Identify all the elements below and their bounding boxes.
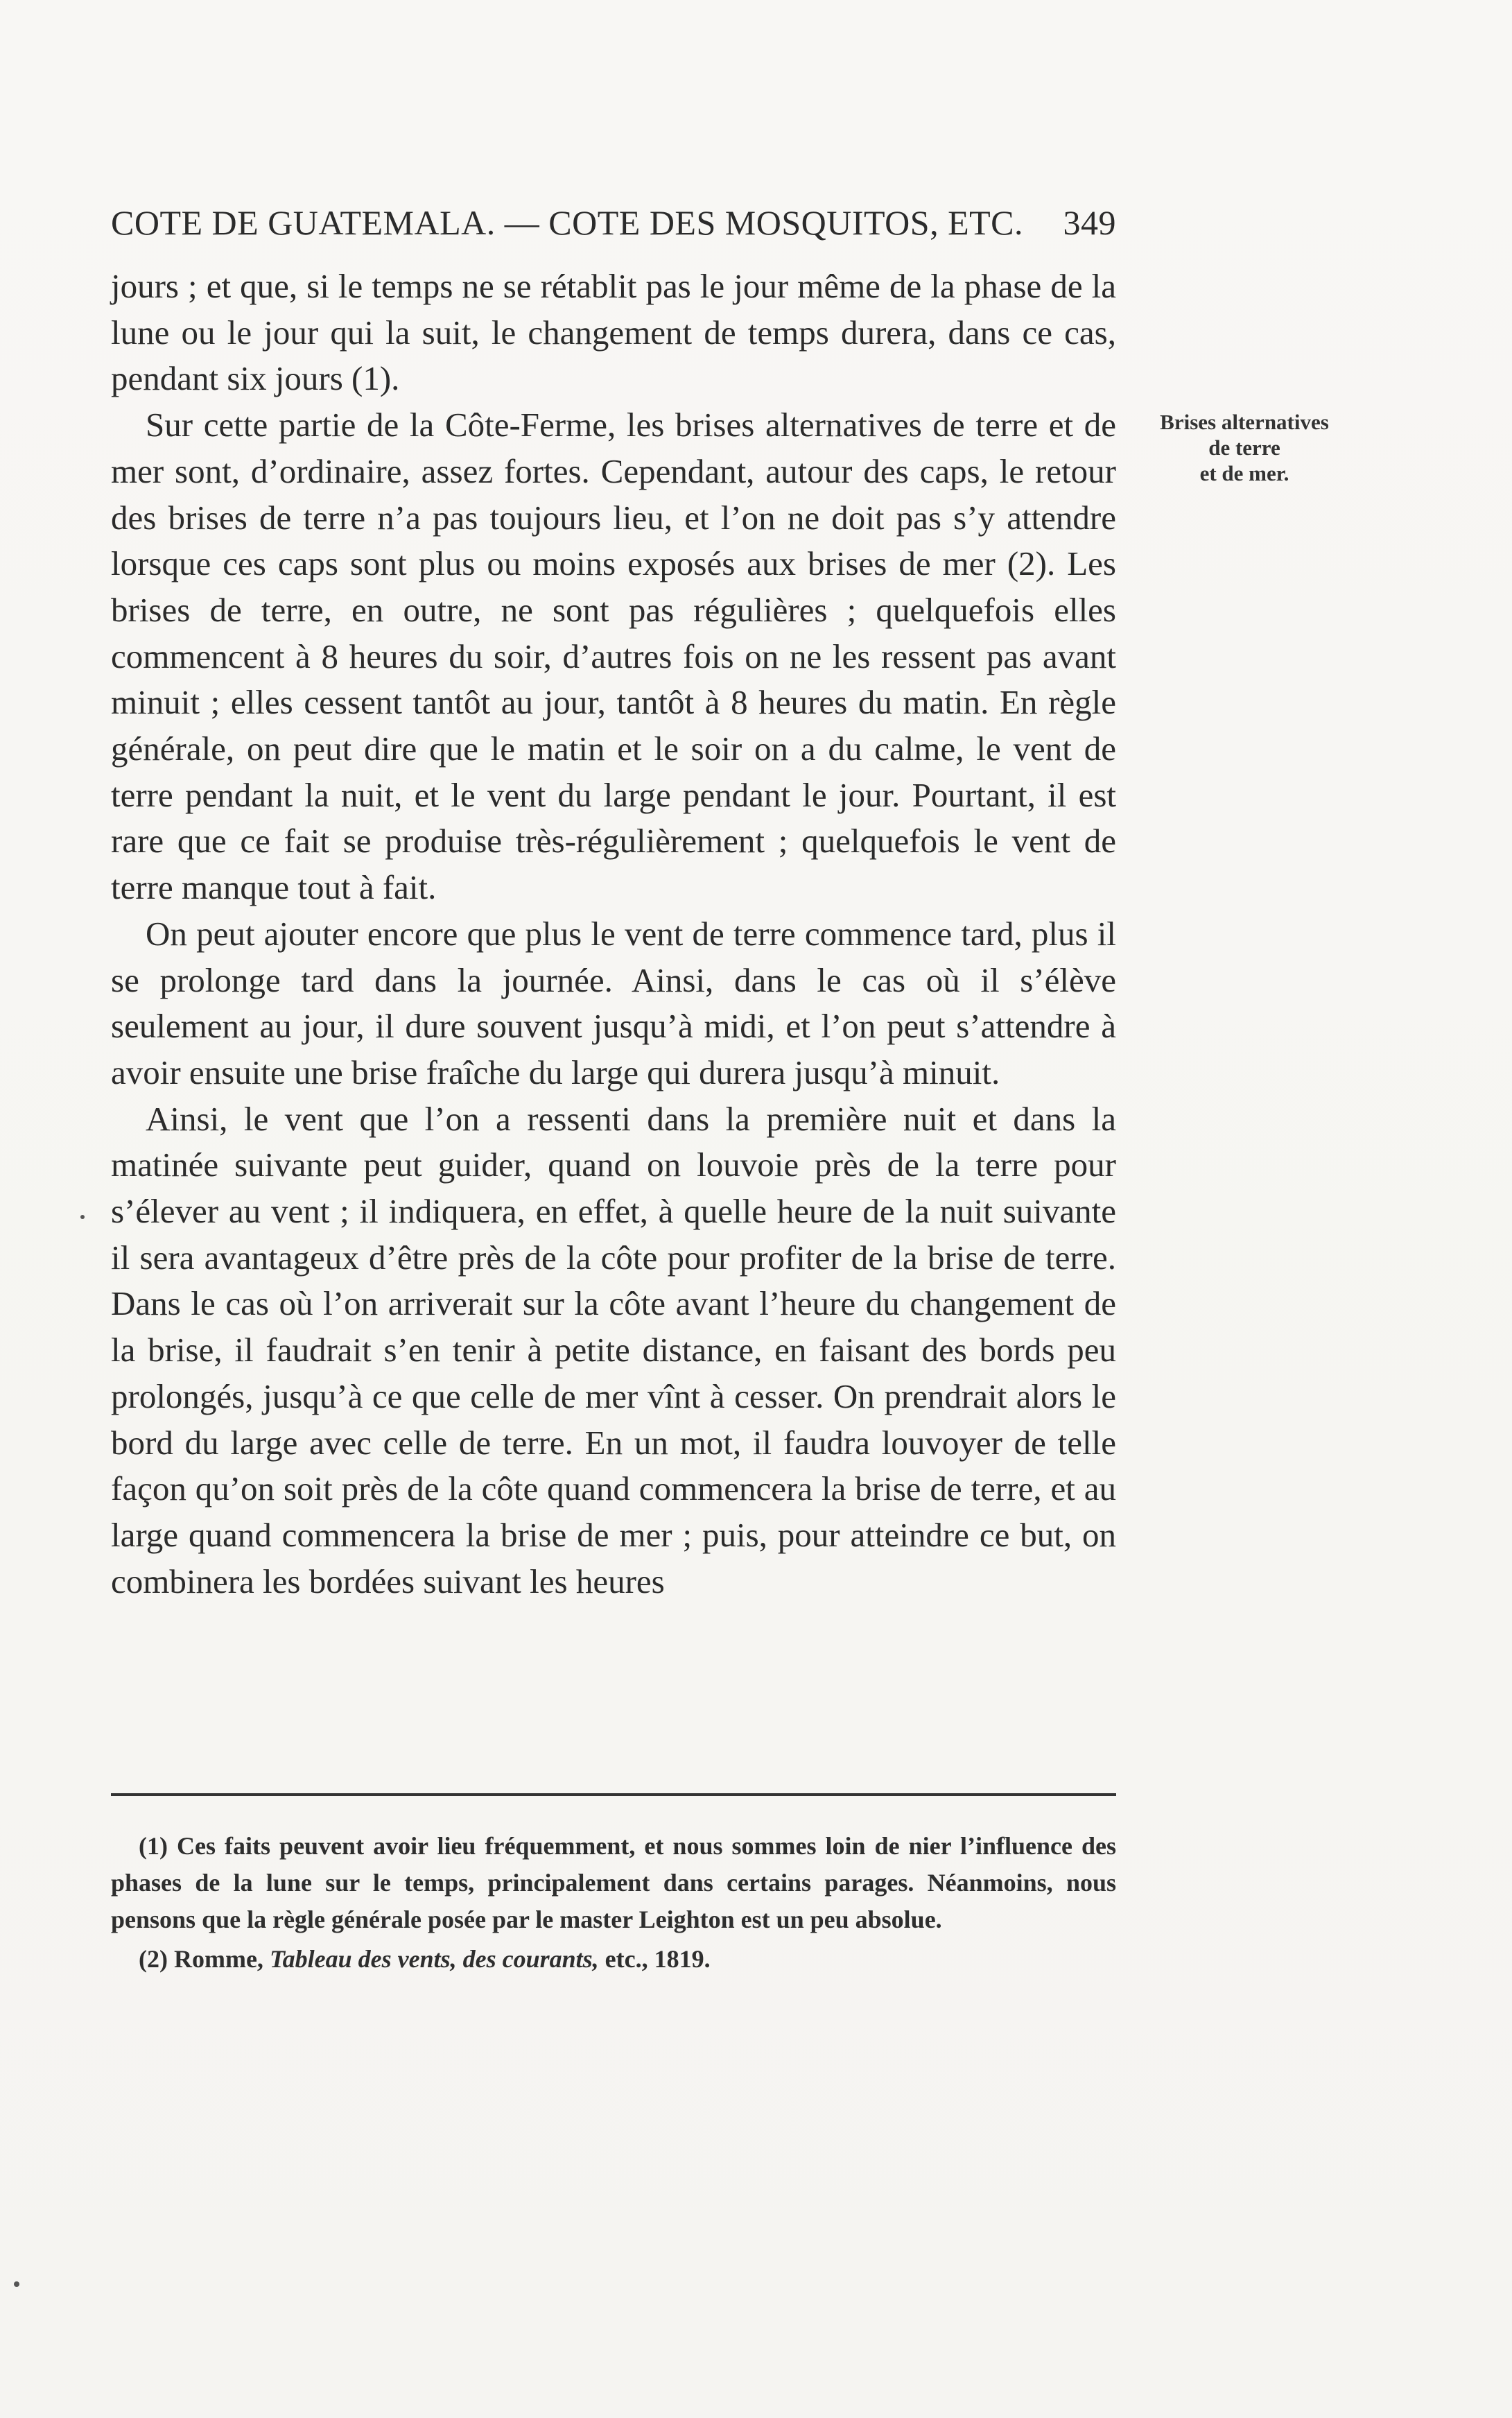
paragraph-1: jours ; et que, si le temps ne se rétablit pas le jour même de la phase de la lune ou le jour qui la suit, le changement de temps durera, dans ce cas, pendant six jours (1). [111, 267, 1116, 398]
footnote-rule [111, 1793, 1116, 1796]
footnotes [111, 1828, 1116, 1980]
margin-note-line-1: Brises alternatives [1160, 410, 1329, 434]
paragraph-2: Sur cette partie de la Côte-Ferme, les brises alternatives de terre et de mer sont, d’ordinaire, assez fortes. Cependant, autour des caps, le retour des brises de terre n’a pas toujours lieu, et l’on ne doit pas s’y attendre lorsque ces caps sont plus ou moins exposés aux brises de mer (2). Les brises de terre, en outre, ne sont pas régulières ; quelquefois elles commencent à 8 heures du soir, d’autres fois on ne les ressent pas avant minuit ; elles cessent tantôt au jour, tantôt à 8 heures du matin. En règle générale, on peut dire que le matin et le soir on a du calme, le vent de terre pendant la nuit, et le vent du large pendant le jour. Pourtant, il est rare que ce fait se produise très-régulièrement ; quelquefois le vent de terre manque tout à fait. [111, 406, 1116, 907]
footnote-2 [111, 1941, 1116, 1978]
ink-speck [14, 2281, 19, 2287]
footnote-2-prefix: (2) Romme, [139, 1945, 270, 1973]
margin-note [1130, 409, 1359, 486]
paragraph-3: On peut ajouter encore que plus le vent de terre commence tard, plus il se prolonge tard dans la journée. Ainsi, dans le cas où il s’élève seulement au jour, il dure souvent jusqu’à midi, et l’on peut s’attendre à avoir ensuite une brise fraîche du large qui durera jusqu’à minuit. [111, 914, 1116, 1091]
margin-note-line-2: de terre [1208, 435, 1280, 460]
running-head-title: COTE DE GUATEMALA. — COTE DES MOSQUITOS, ETC. [111, 203, 1024, 242]
footnote-2-suffix: etc., 1819. [598, 1945, 711, 1973]
margin-note-line-3: et de mer. [1199, 461, 1289, 485]
paragraph-4: Ainsi, le vent que l’on a ressenti dans la première nuit et dans la matinée suivante peut guider, quand on louvoie près de la terre pour s’élever au vent ; il indiquera, en effet, à quelle heure de la nuit suivante il sera avantageux d’être près de la côte pour profiter de la brise de terre. Dans le cas où l’on arriverait sur la côte avant l’heure du changement de la brise, il faudrait s’en tenir à petite distance, en faisant des bords peu prolongés, jusqu’à ce que celle de mer vînt à cesser. On prendrait alors le bord du large avec celle de terre. En un mot, il faudra louvoyer de telle façon qu’on soit près de la côte quand commencera la brise de terre, et au large quand commencera la brise de mer ; puis, pour atteindre ce but, on combinera les bordées suivant les heures [111, 1099, 1116, 1600]
footnote-1: (1) Ces faits peuvent avoir lieu fréquemment, et nous sommes loin de nier l’influence des phases de la lune sur le temps, principalement dans certains parages. Néanmoins, nous pensons que la règle générale posée par le master Leighton est un peu absolue. [111, 1832, 1116, 1933]
body-text [111, 264, 1116, 1605]
page-number: 349 [1063, 203, 1116, 242]
ink-speck [80, 1215, 85, 1219]
running-head [111, 202, 1116, 245]
footnote-2-title: Tableau des vents, des courants, [269, 1945, 599, 1973]
